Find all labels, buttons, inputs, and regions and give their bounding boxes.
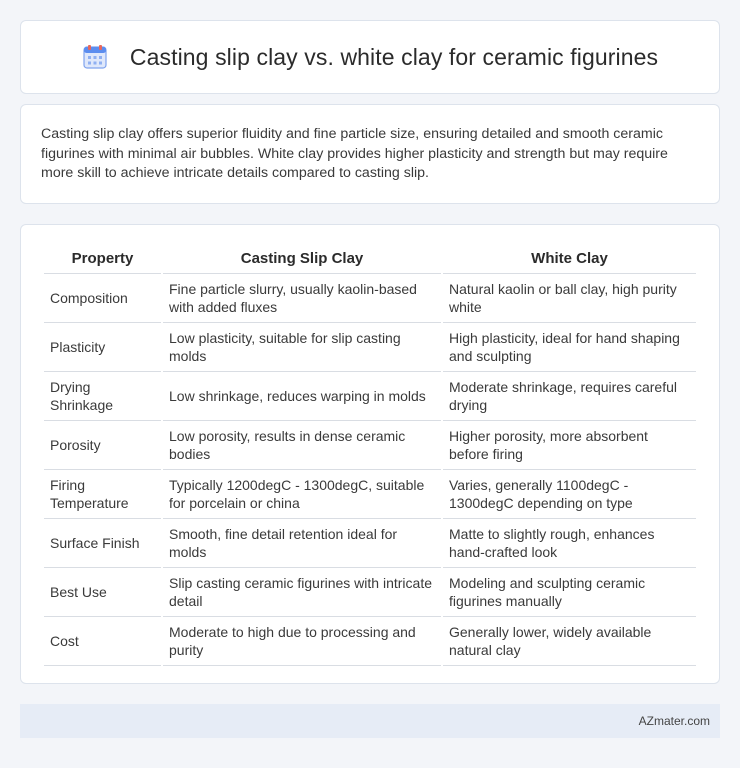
table-row [44,568,696,617]
casting-slip-cell: Moderate to high due to processing and purity [163,617,441,666]
title-card [20,20,720,94]
calendar-icon [82,44,108,70]
casting-slip-cell: Typically 1200degC - 1300degC, suitable for porcelain or china [163,470,441,519]
white-clay-cell: Moderate shrinkage, requires careful drying [443,372,696,421]
table-row [44,274,696,323]
white-clay-cell: Matte to slightly rough, enhances hand-crafted look [443,519,696,568]
casting-slip-cell: Smooth, fine detail retention ideal for molds [163,519,441,568]
table-row [44,323,696,372]
column-header-casting-slip-clay: Casting Slip Clay [163,244,441,274]
white-clay-cell: Modeling and sculpting ceramic figurines manually [443,568,696,617]
table-row [44,421,696,470]
table-row [44,470,696,519]
casting-slip-cell: Slip casting ceramic figurines with intricate detail [163,568,441,617]
property-cell: Porosity [44,421,161,470]
footer-bar [20,704,720,738]
table-row [44,617,696,666]
footer-source-text: AZmater.com [638,714,710,728]
table-header-row [44,244,696,274]
casting-slip-cell: Low plasticity, suitable for slip casting molds [163,323,441,372]
comparison-table [42,244,698,666]
column-header-white-clay: White Clay [443,244,696,274]
white-clay-cell: Natural kaolin or ball clay, high purity white [443,274,696,323]
comparison-table-card [20,224,720,684]
column-header-property: Property [44,244,161,274]
property-cell: Plasticity [44,323,161,372]
casting-slip-cell: Fine particle slurry, usually kaolin-based with added fluxes [163,274,441,323]
white-clay-cell: Generally lower, widely available natural clay [443,617,696,666]
property-cell: Composition [44,274,161,323]
table-row [44,519,696,568]
casting-slip-cell: Low shrinkage, reduces warping in molds [163,372,441,421]
summary-card [20,104,720,204]
table-row [44,372,696,421]
property-cell: Cost [44,617,161,666]
white-clay-cell: Higher porosity, more absorbent before firing [443,421,696,470]
property-cell: Surface Finish [44,519,161,568]
property-cell: Best Use [44,568,161,617]
white-clay-cell: High plasticity, ideal for hand shaping and sculpting [443,323,696,372]
white-clay-cell: Varies, generally 1100degC - 1300degC depending on type [443,470,696,519]
summary-text: Casting slip clay offers superior fluidity and fine particle size, ensuring detailed and smooth ceramic figurines with minimal air bubbles. White clay provides higher plasticity and strength but may require more skill to achieve intricate details compared to casting slip. [41,126,668,181]
page-title: Casting slip clay vs. white clay for ceramic figurines [129,43,659,70]
property-cell: Drying Shrinkage [44,372,161,421]
casting-slip-cell: Low porosity, results in dense ceramic bodies [163,421,441,470]
property-cell: Firing Temperature [44,470,161,519]
